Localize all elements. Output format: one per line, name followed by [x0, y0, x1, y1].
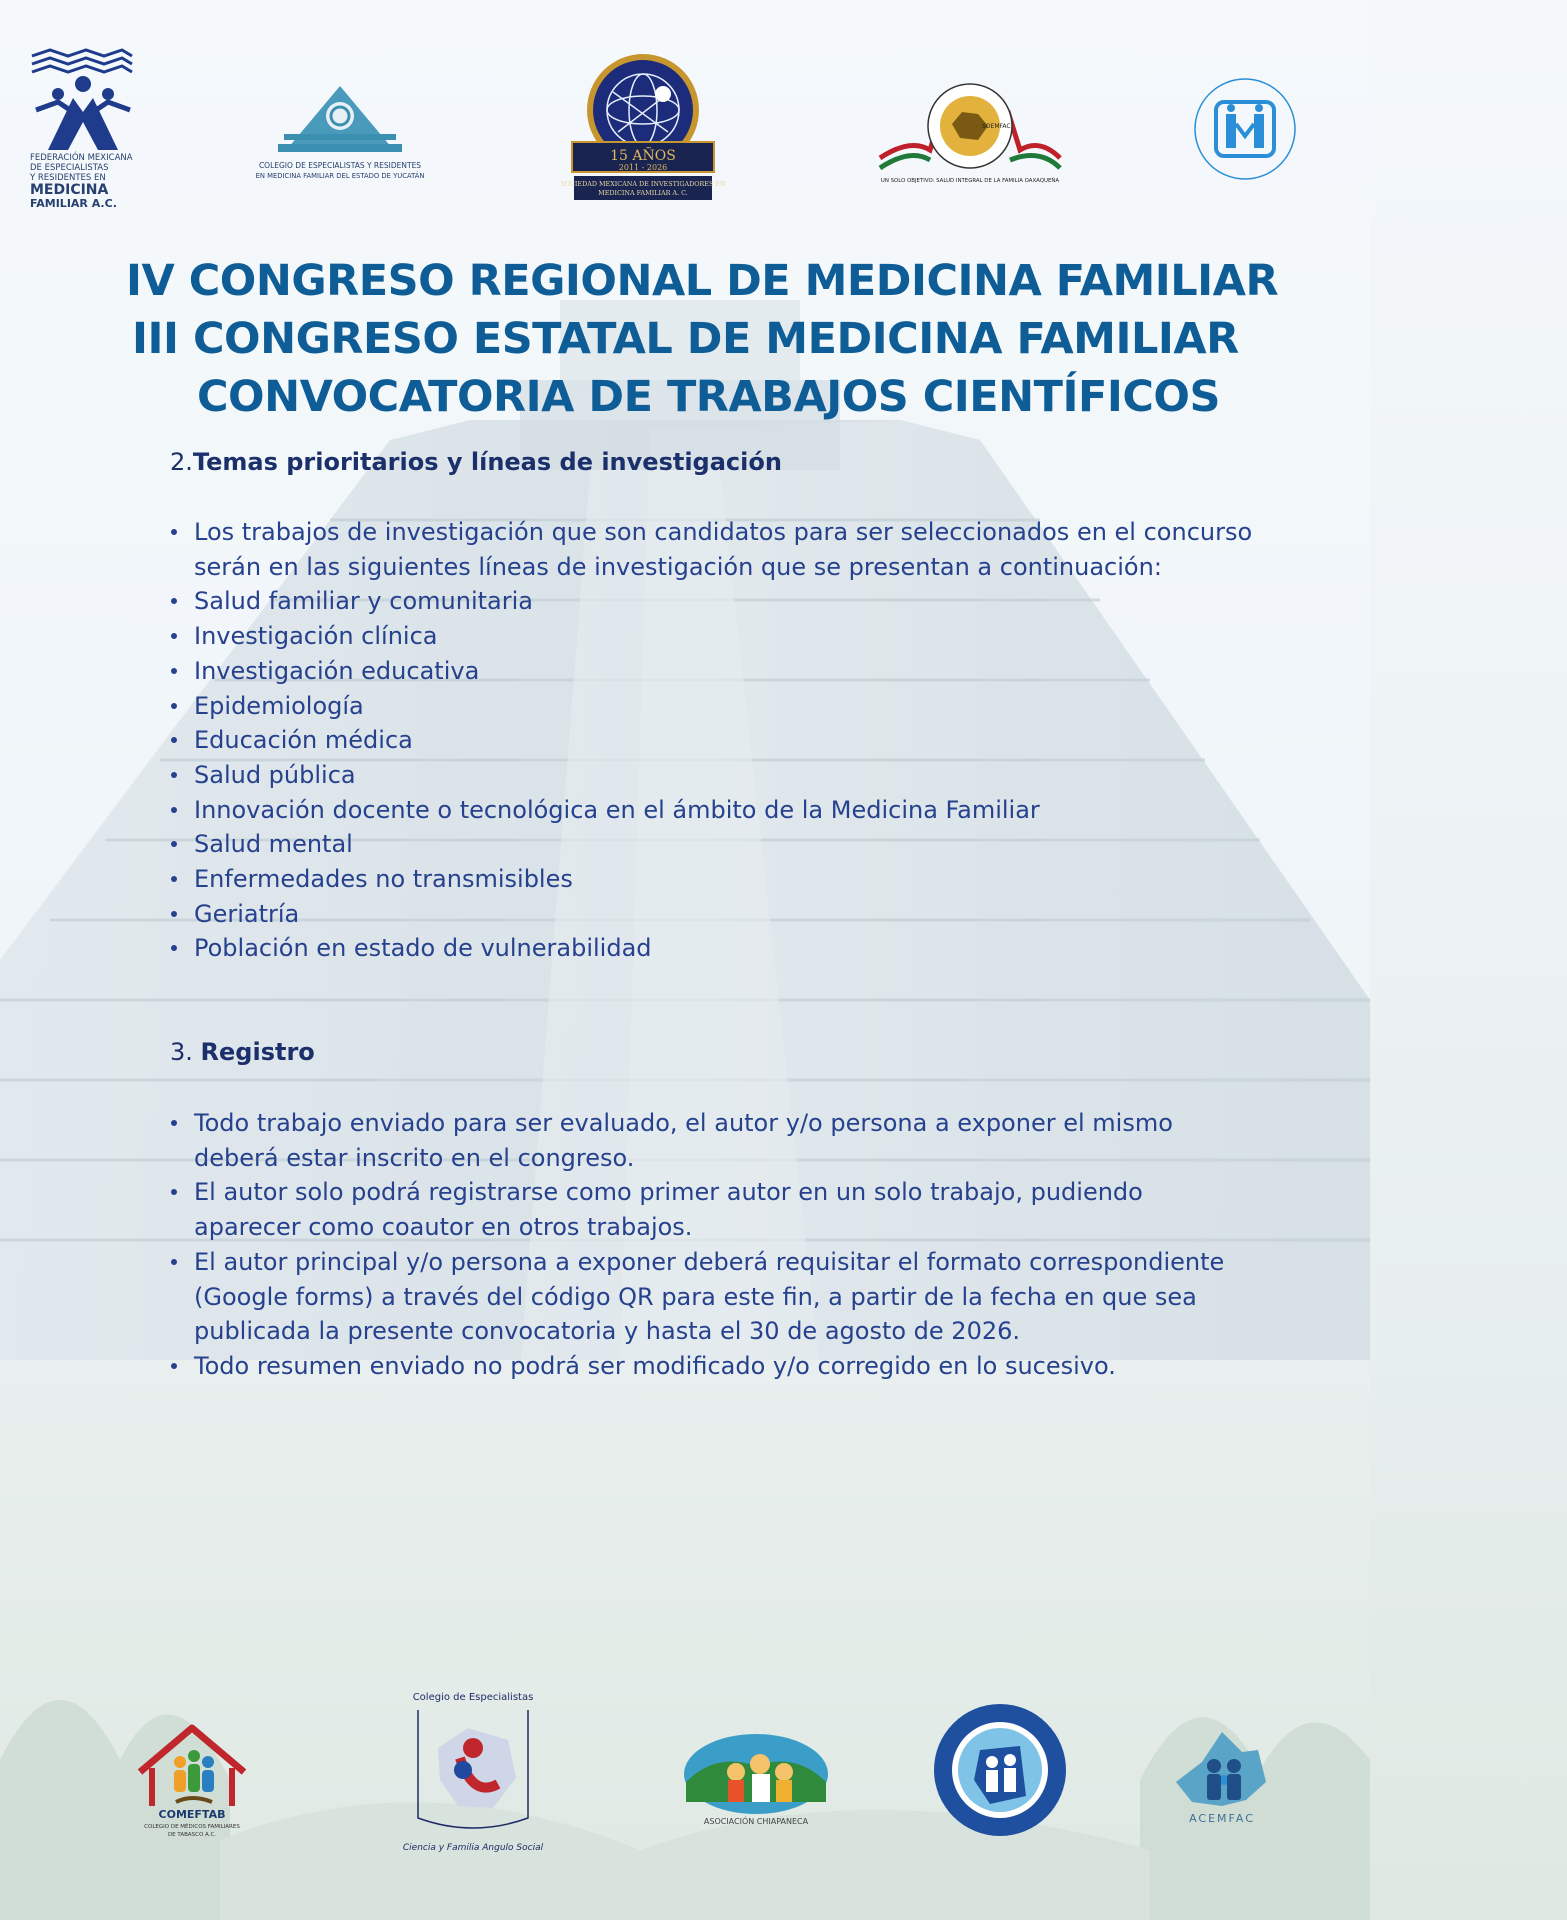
oaxaca-map-badge-icon [880, 84, 1060, 168]
logo-yucatan [255, 78, 425, 188]
list-item: Salud pública [194, 758, 1254, 793]
svg-text:MEDICINA FAMILIAR A. C.: MEDICINA FAMILIAR A. C. [598, 189, 688, 197]
svg-text:COMEFTAB: COMEFTAB [158, 1808, 226, 1821]
svg-text:UN SOLO OBJETIVO: SALUD INTEGR: UN SOLO OBJETIVO: SALUD INTEGRAL DE LA FAMILIA OAXAQUEÑA [880, 178, 1060, 184]
acemfac-map-family-icon [1176, 1732, 1266, 1806]
list-item: El autor principal y/o persona a exponer deberá requisitar el formato correspondiente (Google forms) a través del código QR para este fin, a partir de la fecha en que sea publicada la presente convocatoria y hasta el 30 de agosto de 2026. [194, 1245, 1254, 1349]
svg-text:FEDERACIÓN MEXICANA: FEDERACIÓN MEXICANA [30, 153, 133, 163]
chiapaneca-illustration-icon [684, 1734, 828, 1814]
section-2-list [170, 515, 1254, 966]
title-congreso-regional: IV CONGRESO REGIONAL DE MEDICINA FAMILIAR [126, 256, 1279, 306]
svg-text:2011 - 2026: 2011 - 2026 [618, 163, 668, 172]
list-item: Educación médica [194, 723, 1254, 758]
svg-text:EN MEDICINA FAMILIAR DEL ESTAD: EN MEDICINA FAMILIAR DEL ESTADO DE YUCATÁN [255, 172, 425, 180]
consejo-emblem-icon [1195, 79, 1295, 179]
svg-text:Colegio de Especialistas: Colegio de Especialistas [412, 1692, 534, 1703]
svg-text:SOEMFAC: SOEMFAC [982, 123, 1011, 130]
logo-asociacion-chiapaneca [676, 1722, 836, 1842]
logo-quintana-roo [930, 1700, 1070, 1840]
list-item: Geriatría [194, 897, 1254, 932]
list-item: Investigación clínica [194, 619, 1254, 654]
list-item: Salud mental [194, 827, 1254, 862]
house-family-icon [140, 1728, 244, 1806]
list-item: Todo trabajo enviado para ser evaluado, el autor y/o persona a exponer el mismo deberá estar inscrito en el congreso. [194, 1106, 1254, 1175]
list-item: Todo resumen enviado no podrá ser modificado y/o corregido en lo sucesivo. [194, 1349, 1254, 1384]
section-3-heading [170, 1038, 315, 1066]
title-convocatoria: CONVOCATORIA DE TRABAJOS CIENTÍFICOS [197, 372, 1220, 422]
section-2-title: Temas prioritarios y líneas de investigación [192, 448, 782, 476]
svg-text:Y RESIDENTES EN: Y RESIDENTES EN [30, 173, 106, 183]
logo-fmerfam [28, 50, 138, 210]
section-3-number: 3. [170, 1038, 193, 1066]
svg-text:15 AÑOS: 15 AÑOS [610, 148, 676, 164]
svg-text:COLEGIO DE ESPECIALISTAS Y RES: COLEGIO DE ESPECIALISTAS Y RESIDENTES [258, 161, 422, 170]
svg-text:ASOCIACIÓN CHIAPANECA: ASOCIACIÓN CHIAPANECA [703, 1817, 809, 1826]
section-2-number: 2. [170, 448, 193, 476]
list-item: Epidemiología [194, 689, 1254, 724]
logo-oaxaca [870, 78, 1070, 188]
svg-text:DE ESPECIALISTAS: DE ESPECIALISTAS [30, 163, 109, 173]
svg-text:MEDICINA: MEDICINA [30, 182, 109, 198]
logo-acemfac [1162, 1722, 1282, 1842]
section-3-title: Registro [200, 1038, 315, 1066]
svg-text:DE TABASCO A.C.: DE TABASCO A.C. [167, 1832, 217, 1838]
yucatan-pyramid-icon [278, 86, 402, 152]
svg-text:ACEMFAC: ACEMFAC [1189, 1812, 1255, 1825]
list-item: Los trabajos de investigación que son candidatos para ser seleccionados en el concurso serán en las siguientes líneas de investigación que se presentan a continuación: [194, 515, 1254, 584]
logo-investigadores-15-anos [560, 52, 726, 202]
list-item: Población en estado de vulnerabilidad [194, 931, 1254, 966]
list-item: El autor solo podrá registrarse como primer autor en un solo trabajo, pudiendo aparecer como coautor en otros trabajos. [194, 1175, 1254, 1244]
list-item: Salud familiar y comunitaria [194, 584, 1254, 619]
svg-text:COLEGIO DE MÉDICOS FAMILIARES: COLEGIO DE MÉDICOS FAMILIARES [144, 1824, 240, 1830]
quintana-roo-seal-icon [934, 1704, 1066, 1836]
svg-text:Ciencia y Familia Angulo Socia: Ciencia y Familia Angulo Social [402, 1843, 544, 1853]
list-item: Investigación educativa [194, 654, 1254, 689]
section-3-list [170, 1106, 1254, 1384]
list-item: Innovación docente o tecnológica en el ámbito de la Medicina Familiar [194, 793, 1254, 828]
section-2-heading [170, 448, 782, 476]
logo-consejo-certificacion [1190, 64, 1300, 194]
list-item: Enfermedades no transmisibles [194, 862, 1254, 897]
fmerfam-emblem-icon [32, 50, 132, 150]
title-congreso-estatal: III CONGRESO ESTATAL DE MEDICINA FAMILIAR [132, 314, 1239, 364]
chiapas-map-family-icon [418, 1710, 528, 1828]
logo-chiapas-colegio [398, 1688, 548, 1858]
logo-comeftab [132, 1722, 252, 1842]
svg-text:SOCIEDAD MEXICANA DE INVESTIGA: SOCIEDAD MEXICANA DE INVESTIGADORES EN [560, 180, 726, 188]
svg-text:FAMILIAR A.C.: FAMILIAR A.C. [30, 197, 117, 210]
